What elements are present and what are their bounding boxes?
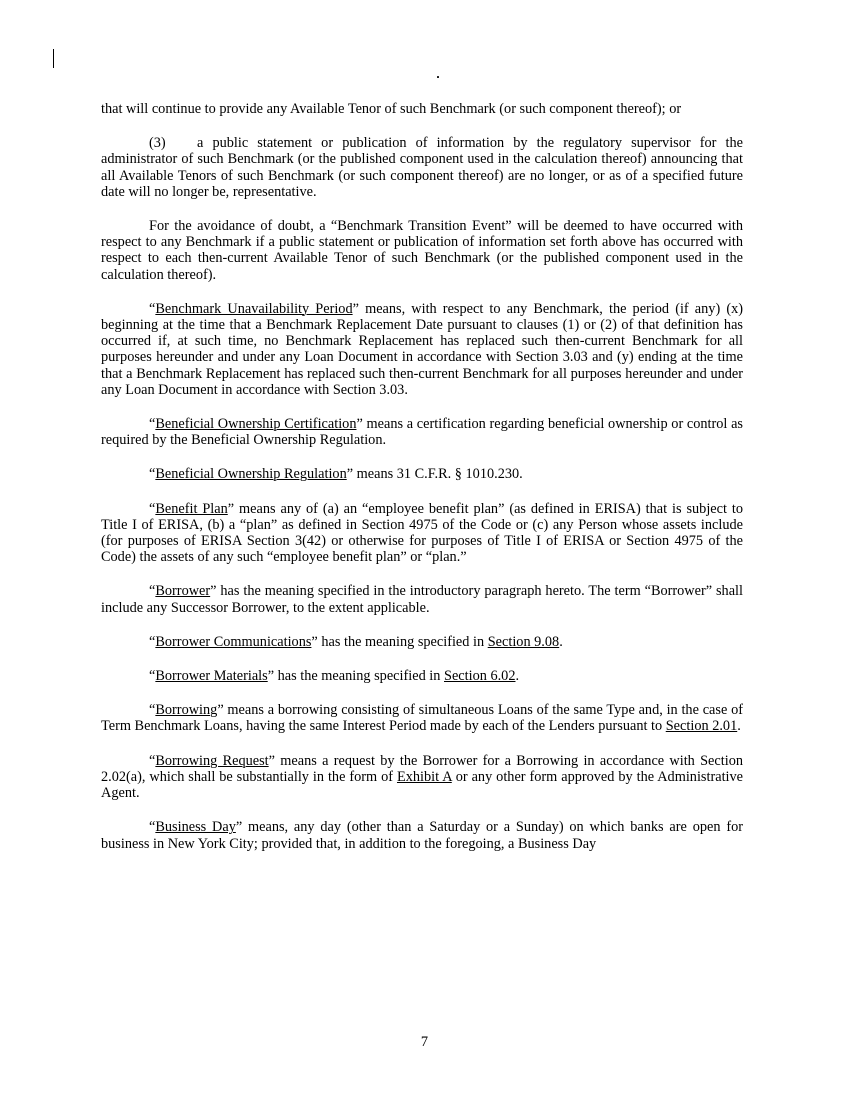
paragraph-continuation: that will continue to provide any Available Tenor of such Benchmark (or such component thereof); or — [101, 101, 682, 117]
defined-term: Borrowing Request — [155, 752, 269, 769]
defined-term: Beneficial Ownership Regulation — [155, 466, 347, 483]
definition-benchmark-unavailability-period: “Benchmark Unavailability Period” means, with respect to any Benchmark, the period (if any) (x) beginning at the time that a Benchmark Replacement Date pursuant to clauses (1) or (2) of that definition has occurred if, at such time, no Benchmark Replacement has replaced such then-current Benchmark for all purposes hereunder and under any Loan Document in accordance with Section 3.03 and (y) ending at the time that a Benchmark Replacement has replaced such then-current Benchmark for all purposes hereunder and under any Loan Document in accordance with Section 3.03. — [101, 300, 743, 398]
definition-borrowing: “Borrowing” means a borrowing consisting of simultaneous Loans of the same Type and, in the case of Term Benchmark Loans, having the same Interest Period made by each of the Lenders pursuant to Section 2.01. — [101, 702, 743, 735]
definition-borrower-communications: “Borrower Communications” has the meaning specified in Section 9.08. — [149, 633, 563, 650]
definition-benefit-plan: “Benefit Plan” means any of (a) an “employee benefit plan” (as defined in ERISA) that is subject to Title I of ERISA, (b) a “plan” as defined in Section 4975 of the Code or (c) any Person whose assets include (for purposes of ERISA Section 3(42) or otherwise for purposes of Title I of ERISA or Section 4975 of the Code) the assets of any such “employee benefit plan” or “plan.” — [101, 500, 743, 566]
section-reference: Section 9.08 — [487, 633, 560, 650]
stray-mark — [437, 76, 439, 78]
defined-term: Beneficial Ownership Certification — [155, 416, 357, 433]
section-reference: Section 6.02 — [444, 668, 516, 685]
defined-term: Benchmark Unavailability Period — [155, 300, 353, 317]
definition-borrower-materials: “Borrower Materials” has the meaning specified in Section 6.02. — [149, 668, 520, 685]
definition-beneficial-ownership-certification: “Beneficial Ownership Certification” means a certification regarding beneficial ownership or control as required by the Beneficial Ownership Regulation. — [101, 416, 743, 449]
definition-borrowing-request: “Borrowing Request” means a request by the Borrower for a Borrowing in accordance with Section 2.02(a), which shall be substantially in the form of Exhibit A or any other form approved by the Administrative Agent. — [101, 752, 744, 802]
definition-borrower: “Borrower” has the meaning specified in the introductory paragraph hereto. The term “Borrower” shall include any Successor Borrower, to the extent applicable. — [101, 583, 743, 616]
defined-term: Borrower Materials — [155, 668, 268, 685]
paragraph-clause-3: (3) a public statement or publication of information by the regulatory supervisor for the administrator of such Benchmark (or the published component used in the calculation thereof) announcing that all Available Tenors of such Benchmark (or such component thereof) are no longer, or as of a specified future date will no longer be, representative. — [101, 135, 743, 200]
definition-business-day: “Business Day” means, any day (other than a Saturday or a Sunday) on which banks are open for business in New York City; provided that, in addition to the foregoing, a Business Day — [101, 819, 743, 852]
document-body — [101, 101, 743, 870]
revision-bar — [53, 49, 54, 68]
defined-term: Business Day — [155, 819, 236, 836]
paragraph-avoidance-of-doubt: For the avoidance of doubt, a “Benchmark Transition Event” will be deemed to have occurred with respect to any Benchmark if a public statement or publication of information set forth above has occurred with respect to each then-current Available Tenor of such Benchmark (or the published component used in the calculation thereof). — [101, 218, 743, 283]
defined-term: Borrowing — [155, 702, 218, 719]
definition-beneficial-ownership-regulation: “Beneficial Ownership Regulation” means 31 C.F.R. § 1010.230. — [149, 466, 523, 483]
clause-number: (3) — [149, 135, 166, 152]
page-number: 7 — [420, 1034, 429, 1050]
exhibit-reference: Exhibit A — [396, 768, 452, 785]
defined-term: Borrower — [155, 583, 211, 600]
defined-term: Benefit Plan — [155, 500, 228, 517]
defined-term: Borrower Communications — [155, 633, 312, 650]
section-reference: Section 2.01 — [665, 718, 738, 735]
